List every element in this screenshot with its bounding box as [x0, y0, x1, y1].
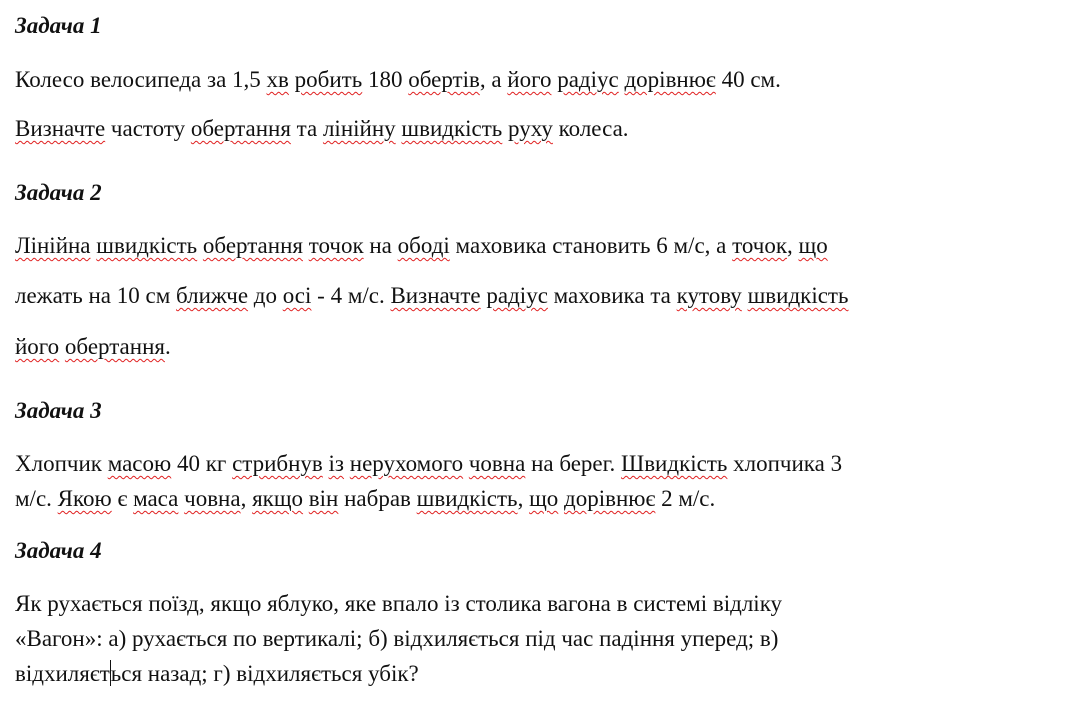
task-2-title: Задача 2 [15, 180, 102, 205]
task-2-line-2 [15, 282, 848, 310]
spellcheck-word: хв [266, 67, 289, 92]
task-2-line-1 [15, 232, 828, 260]
spellcheck-word: лінійну [322, 116, 396, 141]
spellcheck-word: його [15, 334, 60, 359]
text-run: - 4 м/с. [311, 283, 391, 308]
text-run: до [248, 283, 283, 308]
spellcheck-word: він [308, 486, 339, 511]
spellcheck-word: осі [282, 283, 312, 308]
spellcheck-word: якщо [252, 486, 304, 511]
spellcheck-word: дорівнює [564, 486, 656, 511]
text-run: , [240, 486, 253, 511]
spellcheck-word: обертання [64, 334, 165, 359]
spellcheck-word: дорівнює [624, 67, 716, 92]
text-run: на [363, 233, 398, 258]
spellcheck-word: Лінійна [15, 233, 91, 258]
text-run: 2 м/с. [655, 486, 716, 511]
spellcheck-word: човна [468, 451, 526, 476]
spellcheck-word: обертання [190, 116, 291, 141]
task-3-line-1 [15, 450, 842, 478]
task-1-line-2 [15, 115, 629, 143]
spellcheck-word: Визначте [15, 116, 106, 141]
spellcheck-word: швидкість [401, 116, 503, 141]
text-run: 40 см. [715, 67, 781, 92]
spellcheck-word: масою [107, 451, 172, 476]
spellcheck-word: його [507, 67, 552, 92]
text-run: та [290, 116, 323, 141]
text-run: на берег. [525, 451, 621, 476]
text-run: . [164, 334, 171, 359]
spellcheck-word: радіус [557, 67, 619, 92]
text-run: Хлопчик [15, 451, 108, 476]
spellcheck-word: швидкість [96, 233, 198, 258]
task-2-line-3 [15, 333, 171, 361]
spellcheck-word: руху [508, 116, 553, 141]
spellcheck-word: ободі [397, 233, 450, 258]
spellcheck-word: що [798, 233, 828, 258]
text-run: 40 кг [171, 451, 233, 476]
spellcheck-word: швидкість [416, 486, 518, 511]
text-run: , а [479, 67, 508, 92]
text-run: набрав [338, 486, 417, 511]
text-run: маховика та [547, 283, 677, 308]
spellcheck-word: із [328, 451, 345, 476]
text-run: Як рухається поїзд, якщо яблуко, яке впало із столика вагона в системі відліку [15, 591, 783, 616]
spellcheck-word: обертання [202, 233, 303, 258]
spellcheck-word: точок [732, 233, 788, 258]
spellcheck-word: стрибнув [232, 451, 323, 476]
spellcheck-word: нерухомого [349, 451, 464, 476]
text-run: лежать на 10 см [15, 283, 177, 308]
spellcheck-word: швидкість [747, 283, 849, 308]
text-run: хлопчика 3 [727, 451, 843, 476]
text-run: , [517, 486, 530, 511]
text-run: відхиляєт [15, 661, 110, 686]
spellcheck-word: робить [294, 67, 363, 92]
spellcheck-word: маса [133, 486, 179, 511]
task-4-line-1 [15, 590, 782, 618]
spellcheck-word: точок [308, 233, 364, 258]
task-1-title: Задача 1 [15, 13, 102, 38]
text-run: колеса. [552, 116, 629, 141]
task-4-title: Задача 4 [15, 538, 102, 563]
task-3-title: Задача 3 [15, 398, 102, 423]
text-run: м/с. [15, 486, 58, 511]
spellcheck-word: що [529, 486, 559, 511]
spellcheck-word: кутову [676, 283, 742, 308]
spellcheck-word: Швидкість [621, 451, 728, 476]
task-4-line-2 [15, 625, 778, 653]
spellcheck-word: обертів [408, 67, 480, 92]
spellcheck-word: радіус [486, 283, 548, 308]
task-3-line-2 [15, 485, 715, 513]
text-run: «Вагон»: а) рухається по вертикалі; б) відхиляється під час падіння уперед; в) [15, 626, 779, 651]
text-run: , [787, 233, 799, 258]
text-run: частоту [105, 116, 191, 141]
text-run: є [111, 486, 134, 511]
spellcheck-word: Якою [57, 486, 112, 511]
text-run: ься назад; г) відхиляється убік? [110, 661, 419, 686]
spellcheck-word: ближче [176, 283, 249, 308]
spellcheck-word: Визначте [390, 283, 481, 308]
task-4-line-3 [15, 660, 419, 688]
text-run: 180 [362, 67, 409, 92]
task-1-line-1 [15, 66, 781, 94]
text-run: Колесо велосипеда за 1,5 [15, 67, 267, 92]
spellcheck-word: човна [184, 486, 241, 511]
text-run: маховика становить 6 м/с, а [449, 233, 733, 258]
